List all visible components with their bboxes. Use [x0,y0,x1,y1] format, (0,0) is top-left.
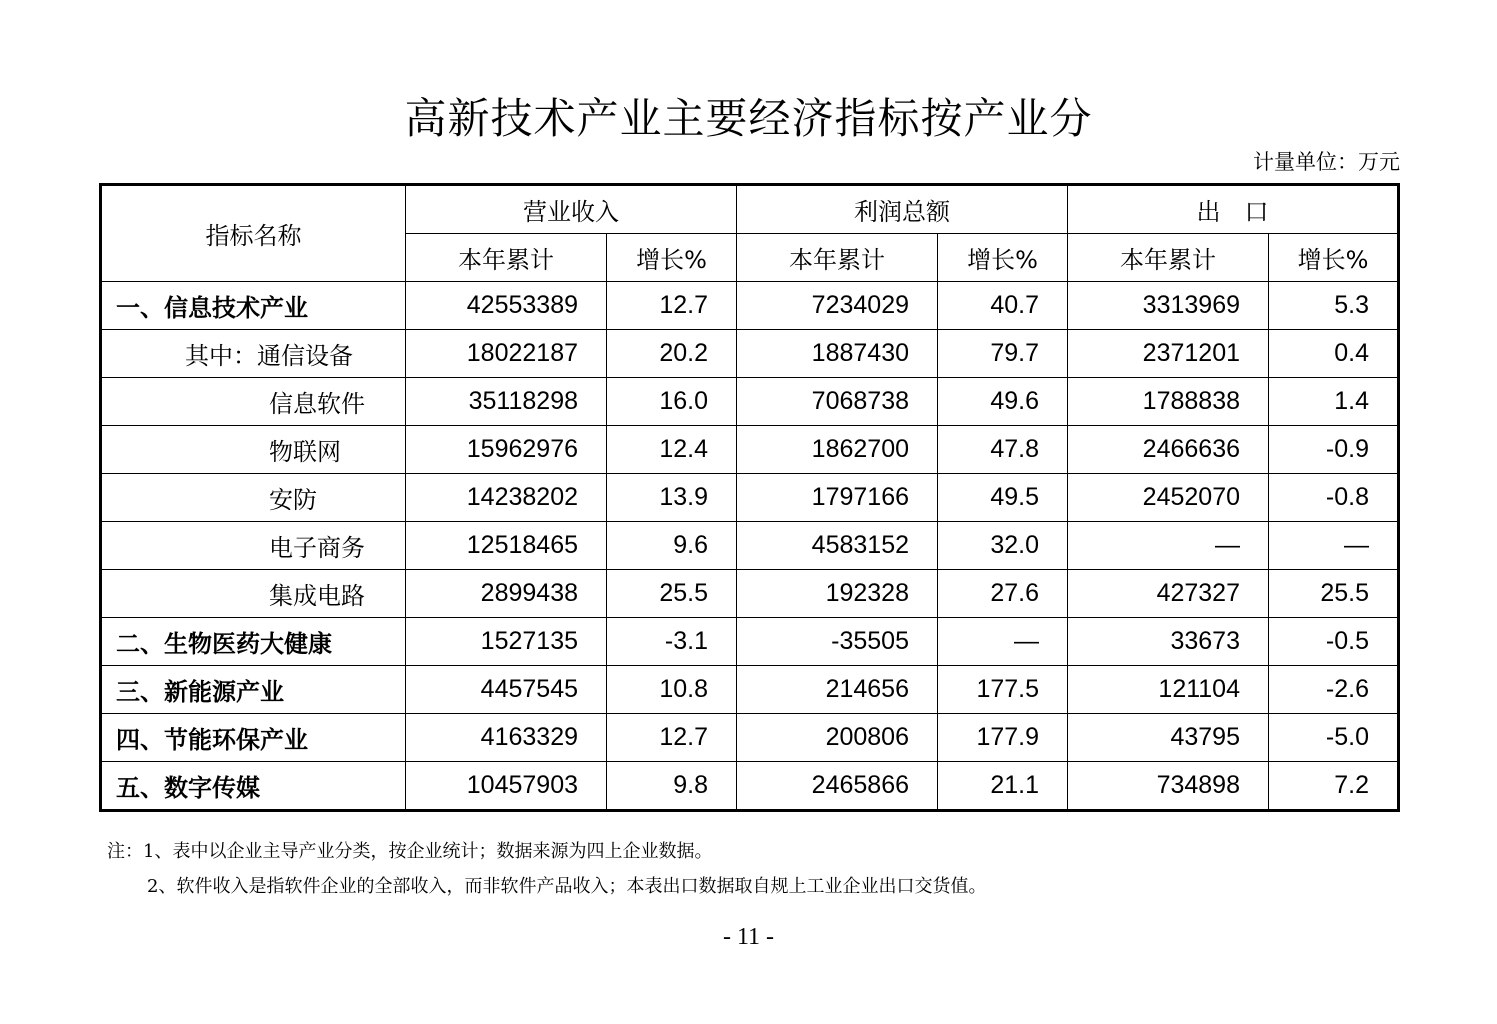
table-cell: 21.1 [938,762,1068,811]
table-cell: 427327 [1068,570,1269,618]
unit-label: 计量单位：万元 [1253,150,1400,174]
table-row [101,522,1399,570]
table-cell: 13.9 [607,474,737,522]
table-cell: 214656 [737,666,938,714]
table-cell: 2899438 [406,570,607,618]
header-profit: 利润总额 [737,185,1068,234]
header-revenue-growth: 增长% [607,234,737,282]
table-cell: 1797166 [737,474,938,522]
header-export-growth: 增长% [1269,234,1399,282]
table-cell: 1862700 [737,426,938,474]
table-row [101,474,1399,522]
table-cell: -0.5 [1269,618,1399,666]
table-cell: 200806 [737,714,938,762]
table-cell: -0.9 [1269,426,1399,474]
table-cell: 49.6 [938,378,1068,426]
table-cell: 5.3 [1269,282,1399,330]
table-cell: 121104 [1068,666,1269,714]
table-cell: 177.5 [938,666,1068,714]
header-row-groups [101,185,1399,234]
table-cell: — [938,618,1068,666]
header-export-ytd: 本年累计 [1068,234,1269,282]
table-cell: 33673 [1068,618,1269,666]
table-cell: 734898 [1068,762,1269,811]
table-cell: 12.7 [607,714,737,762]
table-cell: 0.4 [1269,330,1399,378]
table-row [101,714,1399,762]
table-cell: 49.5 [938,474,1068,522]
table-cell: -3.1 [607,618,737,666]
row-indicator-name: 集成电路 [101,570,406,618]
header-export: 出 口 [1068,185,1399,234]
row-indicator-name: 物联网 [101,426,406,474]
row-indicator-name: 二、生物医药大健康 [101,618,406,666]
table-cell: -2.6 [1269,666,1399,714]
table-cell: 15962976 [406,426,607,474]
header-indicator-name: 指标名称 [101,185,406,282]
table-row [101,666,1399,714]
table-cell: 12.4 [607,426,737,474]
page-number: - 11 - [722,924,775,950]
table-cell: 42553389 [406,282,607,330]
table-cell: 7068738 [737,378,938,426]
table-cell: — [1269,522,1399,570]
header-profit-growth: 增长% [938,234,1068,282]
table-cell: 16.0 [607,378,737,426]
table-cell: 1887430 [737,330,938,378]
header-revenue: 营业收入 [406,185,737,234]
table-cell: 25.5 [1269,570,1399,618]
row-indicator-name: 四、节能环保产业 [101,714,406,762]
row-indicator-name: 一、信息技术产业 [101,282,406,330]
table-row [101,618,1399,666]
row-indicator-name: 电子商务 [101,522,406,570]
table-cell: -5.0 [1269,714,1399,762]
indicator-table [99,183,1400,812]
table-cell: 4163329 [406,714,607,762]
table-cell: 14238202 [406,474,607,522]
note-1: 注：1、表中以企业主导产业分类，按企业统计；数据来源为四上企业数据。 [107,841,713,862]
header-revenue-ytd: 本年累计 [406,234,607,282]
page-title: 高新技术产业主要经济指标按产业分 [404,94,1093,143]
row-indicator-name: 其中：通信设备 [101,330,406,378]
table-cell: 1527135 [406,618,607,666]
table-cell: 7.2 [1269,762,1399,811]
table-cell: 47.8 [938,426,1068,474]
table-row [101,426,1399,474]
table-cell: 2452070 [1068,474,1269,522]
table-cell: 32.0 [938,522,1068,570]
table-cell: 10.8 [607,666,737,714]
table-cell: 12518465 [406,522,607,570]
table-cell: 18022187 [406,330,607,378]
row-indicator-name: 信息软件 [101,378,406,426]
table-cell: 25.5 [607,570,737,618]
table-row [101,762,1399,811]
table-row [101,570,1399,618]
table-cell: 40.7 [938,282,1068,330]
table-cell: 35118298 [406,378,607,426]
table-cell: 2465866 [737,762,938,811]
table-cell: 1.4 [1269,378,1399,426]
table-cell: 10457903 [406,762,607,811]
table-cell: 2466636 [1068,426,1269,474]
table-cell: 27.6 [938,570,1068,618]
table-cell: -0.8 [1269,474,1399,522]
table-cell: 2371201 [1068,330,1269,378]
table-cell: 1788838 [1068,378,1269,426]
table-cell: 79.7 [938,330,1068,378]
table-cell: 177.9 [938,714,1068,762]
table-row [101,282,1399,330]
table-row [101,330,1399,378]
table-cell: 4457545 [406,666,607,714]
table-cell: 4583152 [737,522,938,570]
row-indicator-name: 三、新能源产业 [101,666,406,714]
row-indicator-name: 五、数字传媒 [101,762,406,811]
table-cell: 43795 [1068,714,1269,762]
table-cell: -35505 [737,618,938,666]
table-cell: — [1068,522,1269,570]
table-cell: 3313969 [1068,282,1269,330]
table-cell: 192328 [737,570,938,618]
row-indicator-name: 安防 [101,474,406,522]
table-cell: 12.7 [607,282,737,330]
table-cell: 9.6 [607,522,737,570]
table-cell: 20.2 [607,330,737,378]
note-2: 2、软件收入是指软件企业的全部收入，而非软件产品收入；本表出口数据取自规上工业企业出口交货值。 [147,876,987,897]
header-profit-ytd: 本年累计 [737,234,938,282]
table-cell: 9.8 [607,762,737,811]
table-row [101,378,1399,426]
table-body [101,282,1399,811]
table-cell: 7234029 [737,282,938,330]
